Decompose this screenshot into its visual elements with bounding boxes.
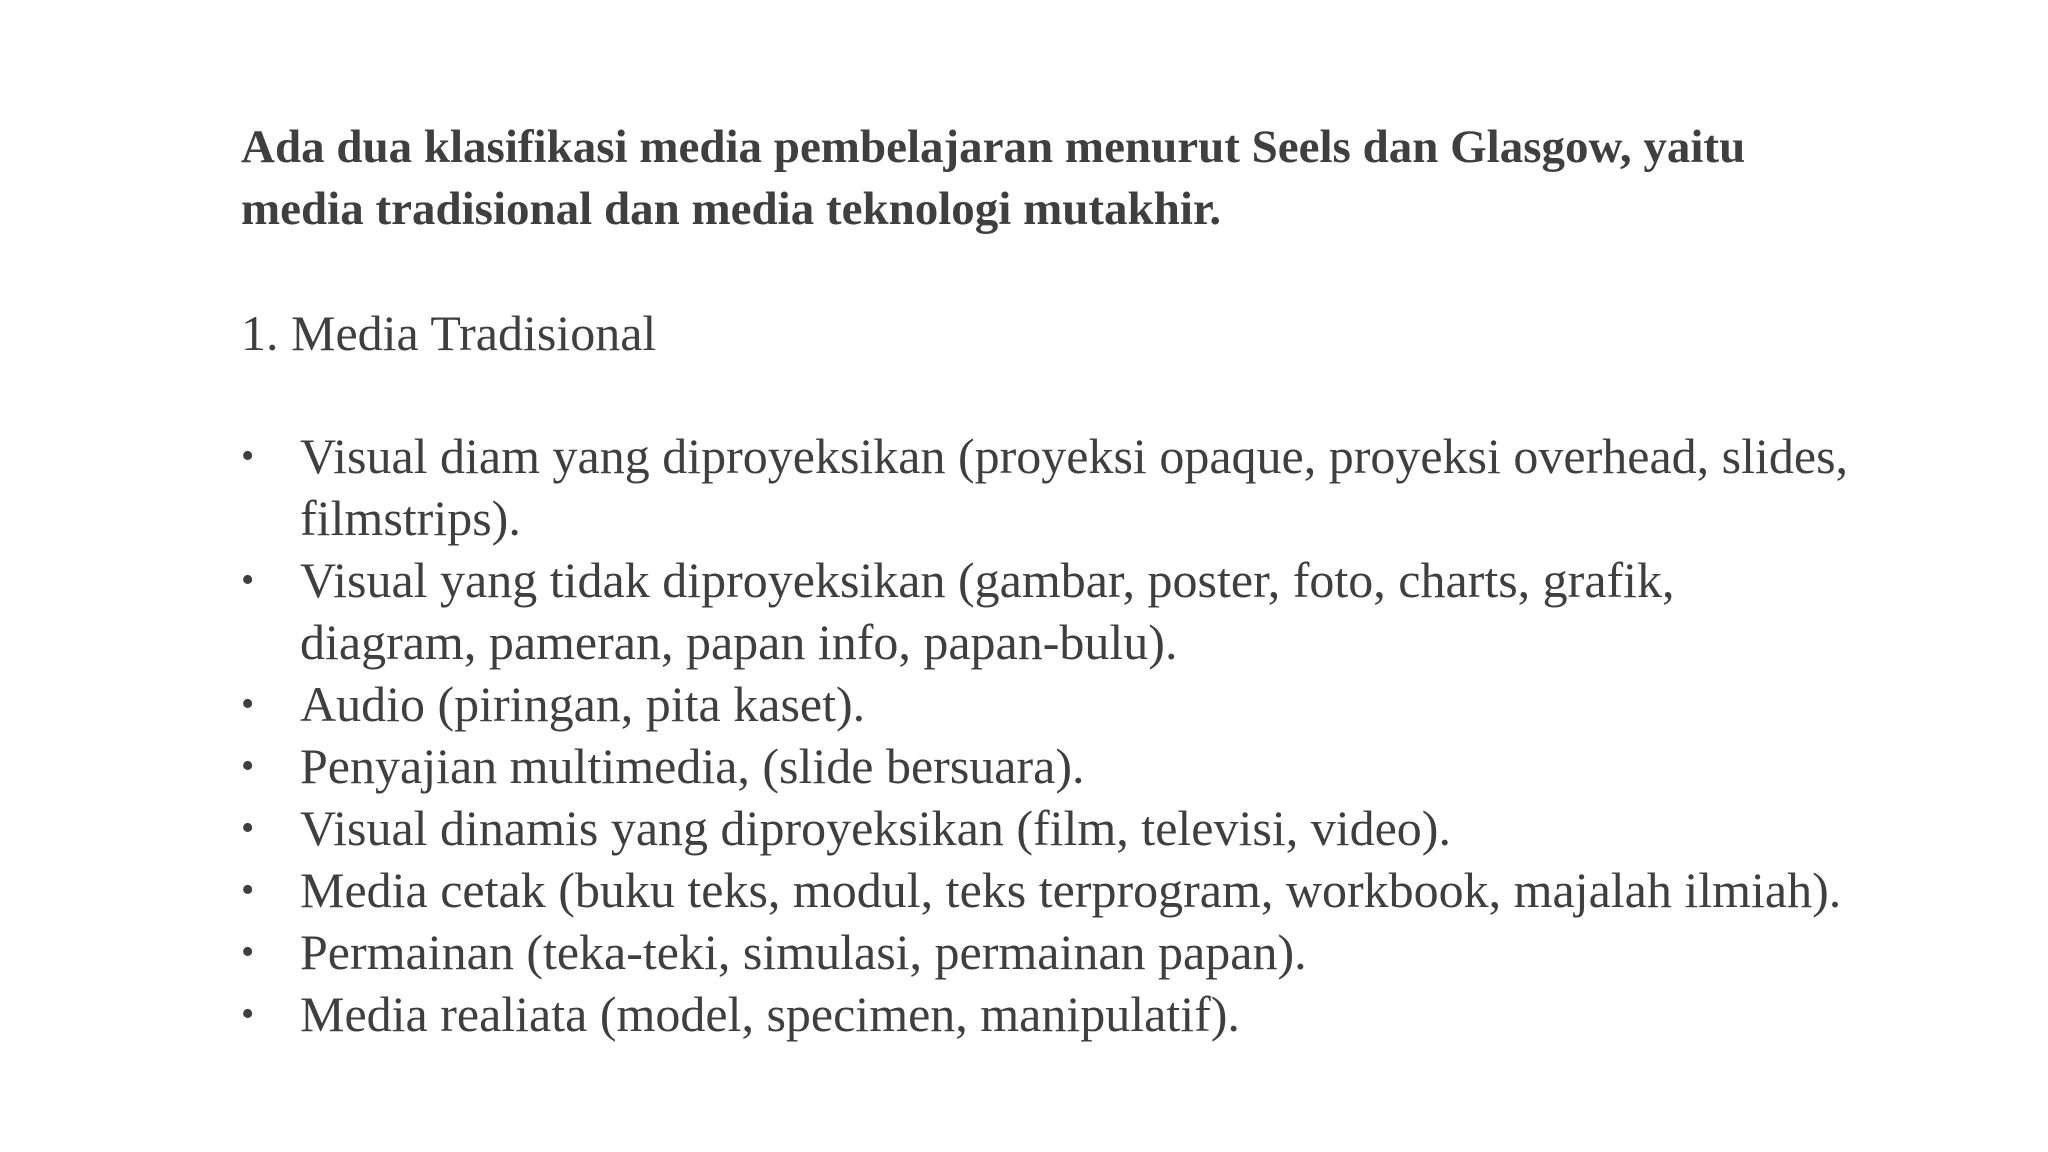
list-item (241, 797, 1861, 859)
list-item (241, 735, 1861, 797)
list-item (241, 549, 1861, 673)
list-item-text: Visual yang tidak diproyeksikan (gambar, poster, foto, charts, grafik, diagram, pameran, papan info, papan-bulu). (300, 552, 1675, 670)
bullet-icon: • (241, 745, 255, 787)
bullet-icon: • (241, 435, 255, 477)
section-heading: 1. Media Tradisional (241, 305, 657, 361)
list-item-text: Visual dinamis yang diproyeksikan (film, televisi, video). (300, 800, 1451, 856)
list-item (241, 859, 1861, 921)
bullet-icon: • (241, 559, 255, 601)
list-item (241, 425, 1861, 549)
list-item-text: Audio (piringan, pita kaset). (300, 676, 866, 732)
intro-paragraph: Ada dua klasifikasi media pembelajaran menurut Seels dan Glasgow, yaitu media tradisional dan media teknologi mutakhir. (241, 121, 1746, 235)
bullet-list (241, 425, 1861, 1045)
list-item-text: Permainan (teka-teki, simulasi, permainan papan). (300, 924, 1307, 980)
list-item-text: Media realiata (model, specimen, manipulatif). (300, 986, 1240, 1042)
list-item-text: Visual diam yang diproyeksikan (proyeksi opaque, proyeksi overhead, slides, filmstrips). (300, 428, 1849, 546)
list-item-text: Penyajian multimedia, (slide bersuara). (300, 738, 1085, 794)
bullet-icon: • (241, 683, 255, 725)
list-item (241, 921, 1861, 983)
list-item-text: Media cetak (buku teks, modul, teks terprogram, workbook, majalah ilmiah). (300, 862, 1842, 918)
bullet-icon: • (241, 869, 255, 911)
list-item (241, 673, 1861, 735)
list-item (241, 983, 1861, 1045)
bullet-icon: • (241, 807, 255, 849)
bullet-icon: • (241, 993, 255, 1035)
bullet-icon: • (241, 931, 255, 973)
